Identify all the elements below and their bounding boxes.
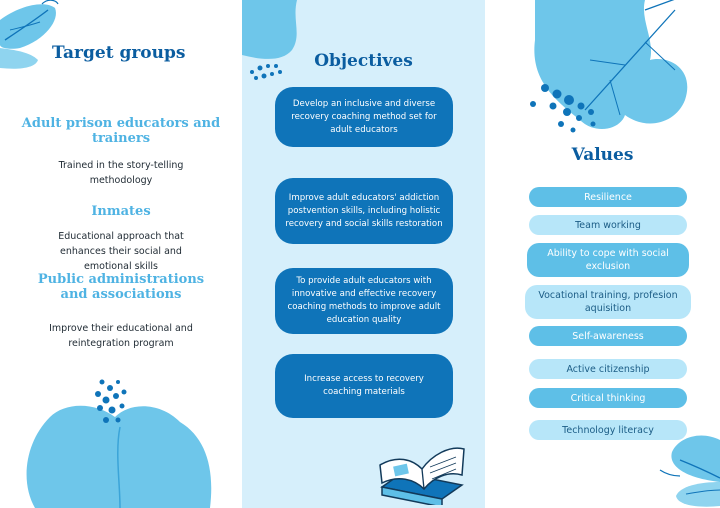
value-critical-thinking: Critical thinking xyxy=(529,388,687,408)
value-active-citizenship: Active citizenship xyxy=(529,359,687,379)
left-panel xyxy=(0,0,242,508)
value-self-awareness: Self-awareness xyxy=(529,326,687,346)
leaf-icon xyxy=(20,372,220,508)
value-social-exclusion: Ability to cope with social exclusion xyxy=(527,243,689,277)
group-desc: Educational approach that enhances their social and emotional skills xyxy=(58,231,184,272)
values-title: Values xyxy=(571,145,634,165)
objective-4: Increase access to recovery coaching materials xyxy=(275,354,453,418)
objective-1: Develop an inclusive and diverse recovery coaching method set for adult educators xyxy=(275,87,453,147)
book-icon xyxy=(372,425,472,505)
objective-2: Improve adult educators' addiction postvention skills, including holistic recovery and social skills restoration xyxy=(275,178,453,244)
objective-3: To provide adult educators with innovative and effective recovery coaching methods to improve adult education quality xyxy=(275,268,453,334)
middle-panel xyxy=(242,0,485,508)
objectives-title: Objectives xyxy=(314,51,413,71)
butterfly-icon xyxy=(650,430,720,508)
group-title: Adult prison educators and trainers xyxy=(21,116,221,146)
group-prison-educators xyxy=(20,116,222,188)
value-technology-literacy: Technology literacy xyxy=(529,420,687,440)
group-desc: Trained in the story-telling methodology xyxy=(58,160,184,186)
group-title: Public administrations and associations xyxy=(37,272,205,302)
value-team-working: Team working xyxy=(529,215,687,235)
leaf-icon xyxy=(525,0,720,140)
value-resilience: Resilience xyxy=(529,187,687,207)
group-inmates xyxy=(20,204,222,274)
right-panel xyxy=(485,0,720,508)
value-vocational-training: Vocational training, profesion aquisition xyxy=(525,285,691,319)
group-desc: Improve their educational and reintegration program xyxy=(49,323,193,349)
group-public-admin xyxy=(20,272,222,351)
target-groups-title: Target groups xyxy=(52,43,186,63)
group-title: Inmates xyxy=(91,204,151,219)
